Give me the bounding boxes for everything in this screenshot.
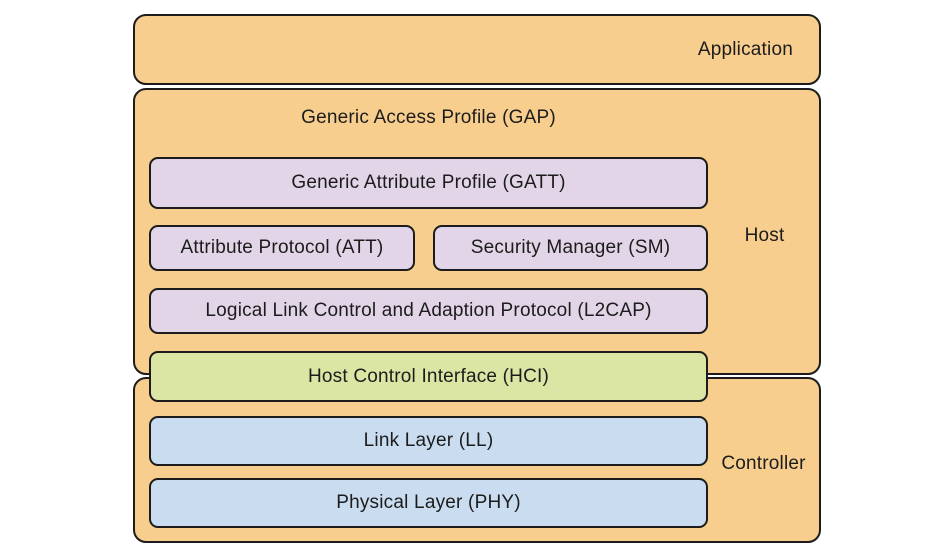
sm-block bbox=[433, 225, 708, 271]
application-block bbox=[133, 14, 821, 85]
host-section-label: Host bbox=[744, 225, 785, 246]
gap-label: Generic Access Profile (GAP) bbox=[301, 107, 556, 128]
l2cap-block bbox=[149, 288, 708, 334]
att-block bbox=[149, 225, 415, 271]
physical-layer-label: Physical Layer (PHY) bbox=[336, 492, 521, 513]
application-label: Application bbox=[697, 38, 793, 60]
att-label: Attribute Protocol (ATT) bbox=[180, 237, 384, 258]
hci-block bbox=[149, 351, 708, 402]
gatt-block bbox=[149, 157, 708, 209]
physical-layer-block bbox=[149, 478, 708, 528]
hci-label: Host Control Interface (HCI) bbox=[307, 365, 550, 387]
gatt-label: Generic Attribute Profile (GATT) bbox=[291, 172, 566, 193]
link-layer-block bbox=[149, 416, 708, 466]
link-layer-label: Link Layer (LL) bbox=[363, 430, 494, 451]
controller-section-label: Controller bbox=[721, 453, 806, 474]
l2cap-label: Logical Link Control and Adaption Protocol (L2CAP) bbox=[205, 300, 652, 321]
sm-label: Security Manager (SM) bbox=[470, 237, 671, 258]
